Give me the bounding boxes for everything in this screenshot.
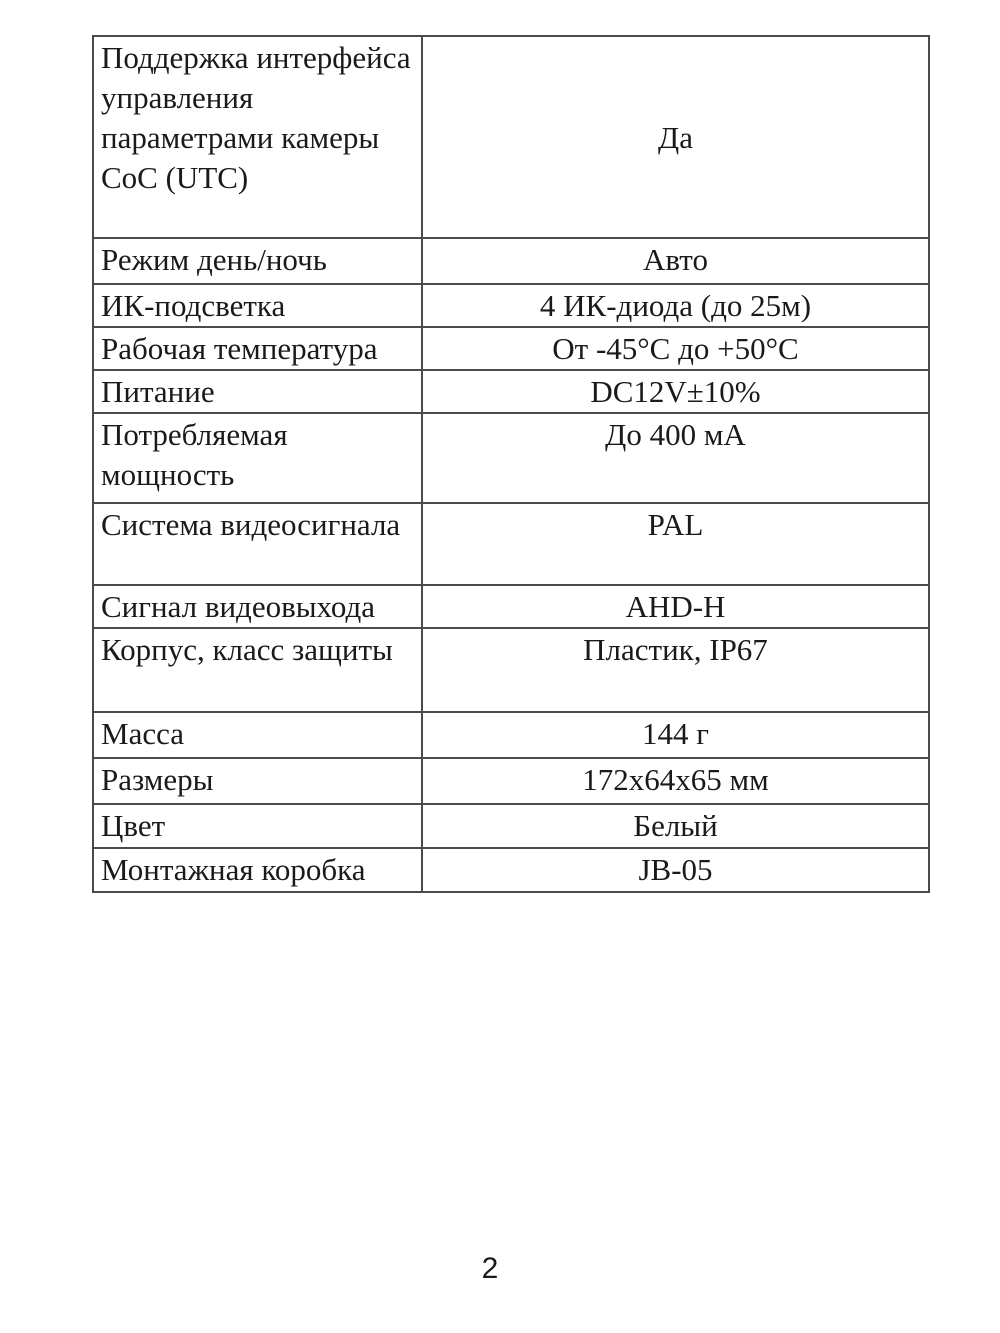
param-cell: Потребляемая мощность xyxy=(93,413,422,503)
param-cell: Монтажная коробка xyxy=(93,848,422,892)
table-row xyxy=(93,585,929,628)
value-cell: До 400 мА xyxy=(422,413,929,503)
table-row xyxy=(93,848,929,892)
param-cell: Рабочая температура xyxy=(93,327,422,370)
param-cell: Сигнал видеовыхода xyxy=(93,585,422,628)
table-row xyxy=(93,804,929,848)
table-row xyxy=(93,712,929,758)
table-row xyxy=(93,238,929,284)
param-cell: Корпус, класс защиты xyxy=(93,628,422,712)
table-row xyxy=(93,284,929,327)
value-cell: Пластик, IP67 xyxy=(422,628,929,712)
value-cell: AHD-H xyxy=(422,585,929,628)
table-row xyxy=(93,36,929,238)
param-cell: Поддержка интерфейса управления параметрами камеры CoC (UTC) xyxy=(93,36,422,238)
param-cell: Режим день/ночь xyxy=(93,238,422,284)
param-cell: Система видеосигнала xyxy=(93,503,422,585)
param-cell: Питание xyxy=(93,370,422,413)
value-cell: DC12V±10% xyxy=(422,370,929,413)
param-cell: Масса xyxy=(93,712,422,758)
value-cell: Да xyxy=(422,36,929,238)
table-row xyxy=(93,628,929,712)
value-cell: JB-05 xyxy=(422,848,929,892)
value-cell: PAL xyxy=(422,503,929,585)
value-cell: 144 г xyxy=(422,712,929,758)
value-cell: 172x64x65 мм xyxy=(422,758,929,804)
table-row xyxy=(93,413,929,503)
param-cell: Цвет xyxy=(93,804,422,848)
table-row xyxy=(93,370,929,413)
value-cell: 4 ИК-диода (до 25м) xyxy=(422,284,929,327)
page-number: 2 xyxy=(481,1252,499,1285)
table-row xyxy=(93,327,929,370)
value-cell: Белый xyxy=(422,804,929,848)
table-row xyxy=(93,758,929,804)
param-cell: Размеры xyxy=(93,758,422,804)
value-cell: Авто xyxy=(422,238,929,284)
table-row xyxy=(93,503,929,585)
specifications-table xyxy=(92,35,930,893)
param-cell: ИК-подсветка xyxy=(93,284,422,327)
value-cell: От -45°C до +50°C xyxy=(422,327,929,370)
